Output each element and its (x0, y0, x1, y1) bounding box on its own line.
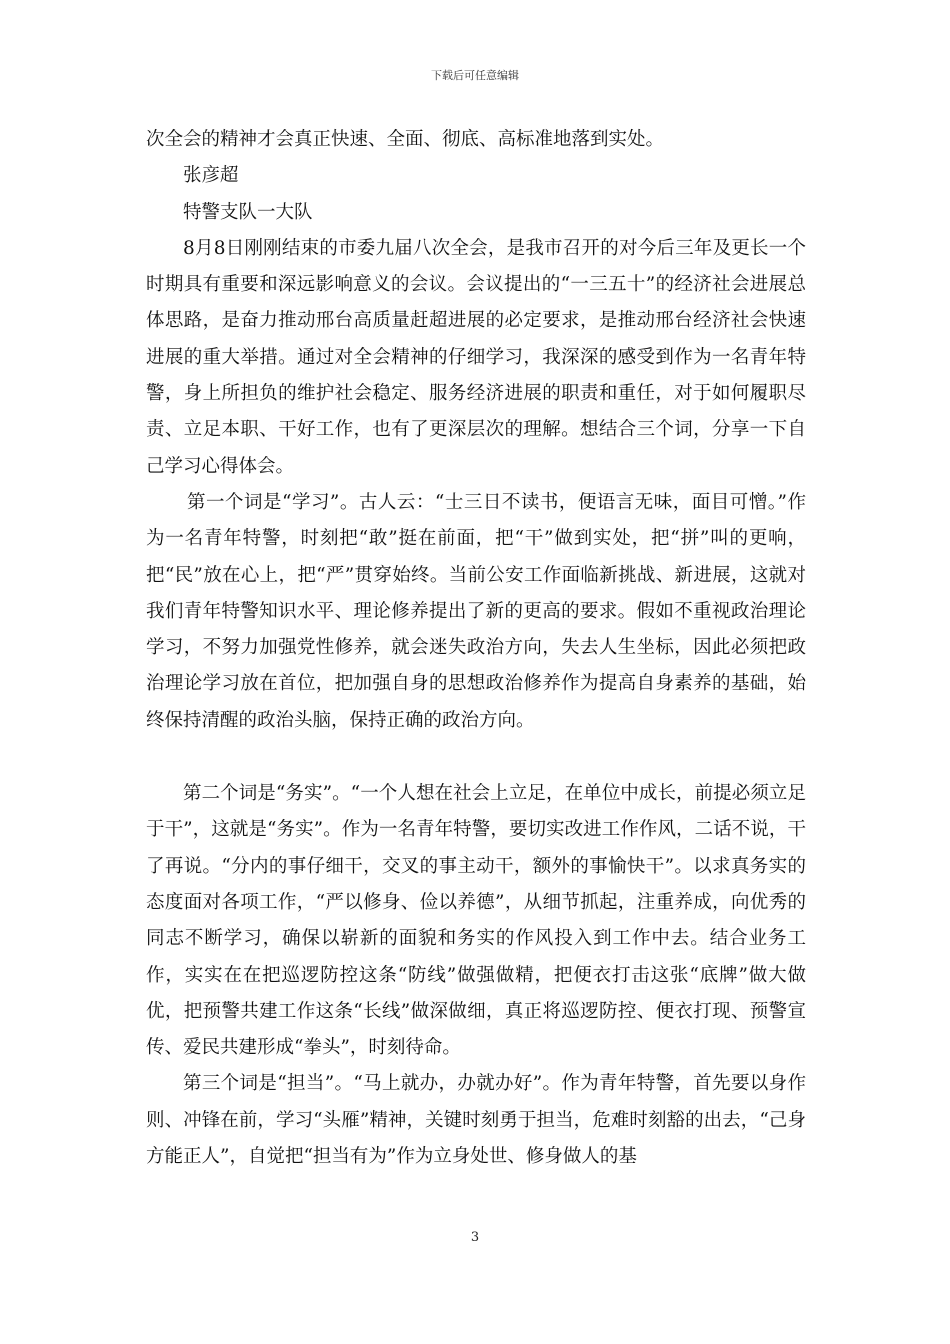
paragraph-spacer (146, 739, 806, 776)
author-name: 张彦超 (183, 165, 239, 187)
page-header-note: 下载后可任意编辑 (431, 69, 519, 82)
document-body (146, 122, 806, 1175)
author-unit: 特警支队一大队 (183, 201, 313, 223)
paragraph-pragmatic: 第二个词是“务实”。“一个人想在社会上立足，在单位中成长，前提必须立足于干”，这就是“务实”。作为一名青年特警，要切实改进工作作风，二话不说，干了再说。“分内的事仔细干，交叉的事主动干，额外的事愉快干”。以求真务实的态度面对各项工作，“严以修身、俭以养德”，从细节抓起，注重养成，向优秀的同志不断学习，确保以崭新的面貌和务实的作风投入到工作中去。结合业务工作，实实在在把巡逻防控这条“防线”做强做精，把便衣打击这张“底牌”做大做优，把预警共建工作这条“长线”做深做细，真正将巡逻防控、便衣打现、预警宣传、爱民共建形成“拳头”，时刻待命。 (146, 783, 806, 1059)
paragraph-intro: 8月8日刚刚结束的市委九届八次全会，是我市召开的对今后三年及更长一个时期具有重要和深远影响意义的会议。会议提出的“一三五十”的经济社会进展总体思路，是奋力推动邢台高质量赶超进展的必定要求，是推动邢台经济社会快速进展的重大举措。通过对全会精神的仔细学习，我深深的感受到作为一名青年特警，身上所担负的维护社会稳定、服务经济进展的职责和重任，对于如何履职尽责、立足本职、干好工作，也有了更深层次的理解。想结合三个词，分享一下自己学习心得体会。 (146, 237, 806, 477)
paragraph-responsibility: 第三个词是“担当”。“马上就办，办就办好”。作为青年特警，首先要以身作则、冲锋在前，学习“头雁”精神，关键时刻勇于担当，危难时刻豁的出去，“己身方能正人”，自觉把“担当有为”作为立身处世、修身做人的基 (146, 1073, 806, 1168)
paragraph-continuation: 次全会的精神才会真正快速、全面、彻底、高标准地落到实处。 (146, 129, 665, 150)
paragraph-study: 第一个词是“学习”。古人云：“士三日不读书，便语言无味，面目可憎。”作为一名青年特警，时刻把“敢”挺在前面，把“干”做到实处，把“拼”叫的更响，把“民”放在心上，把“严”贯穿始终。当前公安工作面临新挑战、新进展，这就对我们青年特警知识水平、理论修养提出了新的更高的要求。假如不重视政治理论学习，不努力加强党性修养，就会迷失政治方向，失去人生坐标，因此必须把政治理论学习放在首位，把加强自身的思想政治修养作为提高自身素养的基础，始终保持清醒的政治头脑，保持正确的政治方向。 (146, 491, 806, 731)
page-number: 3 (470, 1230, 480, 1245)
